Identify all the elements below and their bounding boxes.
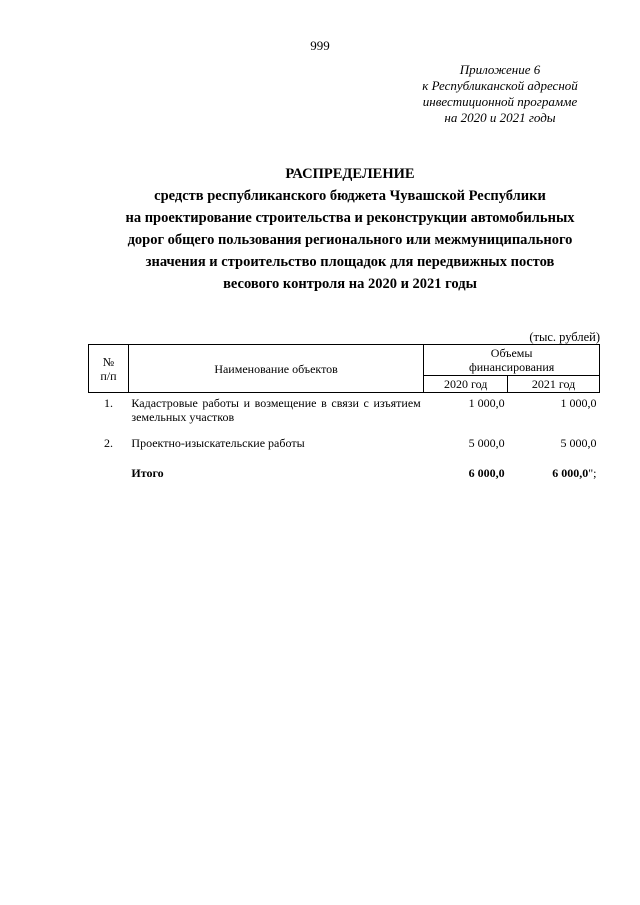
document-heading — [80, 163, 620, 295]
header-number — [89, 345, 129, 393]
header-year-2020: 2020 год — [424, 376, 508, 393]
header-number-sign: № — [102, 354, 115, 369]
header-number-abbr: п/п — [100, 368, 117, 383]
header-object-name: Наименование объектов — [128, 345, 423, 393]
table-row — [89, 393, 600, 427]
appendix-note — [400, 62, 600, 126]
heading-subtitle-line: дорог общего пользования регионального или межмуниципального — [127, 232, 573, 248]
row-value-2021: 1 000,0 — [560, 396, 597, 410]
appendix-line: инвестиционной программе — [422, 94, 578, 109]
total-value-2021-cell — [508, 452, 600, 480]
total-row — [89, 452, 600, 480]
heading-subtitle-line: средств республиканского бюджета Чувашской Республики — [154, 188, 546, 204]
row-value-2020: 1 000,0 — [468, 396, 505, 410]
heading-subtitle-line: весового контроля на 2020 и 2021 годы — [223, 276, 477, 292]
total-number-empty — [89, 452, 129, 480]
header-year-2021: 2021 год — [508, 376, 600, 393]
appendix-line: Приложение 6 — [459, 62, 541, 77]
row-value-2020: 5 000,0 — [468, 436, 505, 450]
units-label: (тыс. рублей) — [529, 330, 600, 344]
heading-subtitle-line: на проектирование строительства и реконструкции автомобильных — [125, 210, 575, 226]
row-number: 1. — [103, 396, 113, 410]
appendix-line: к Республиканской адресной — [422, 78, 578, 93]
appendix-line: на 2020 и 2021 годы — [444, 110, 556, 125]
row-object-name: Кадастровые работы и возмещение в связи с изъятием земельных участков — [131, 396, 421, 424]
heading-subtitle-line: значения и строительство площадок для передвижных постов — [145, 254, 555, 270]
financing-table — [88, 344, 600, 480]
row-value-2021: 5 000,0 — [560, 436, 597, 450]
header-volume-line2: финансирования — [468, 360, 555, 374]
header-volume-line1: Объемы — [490, 346, 533, 360]
total-value-2020: 6 000,0 — [468, 466, 505, 480]
page-number: 999 — [310, 38, 330, 53]
total-label: Итого — [131, 466, 164, 480]
header-financing-volume — [424, 345, 600, 376]
row-number: 2. — [103, 436, 113, 450]
total-value-2021: 6 000,0 — [552, 466, 589, 480]
closing-quote-suffix: "; — [588, 466, 597, 480]
heading-title: РАСПРЕДЕЛЕНИЕ — [285, 166, 415, 182]
row-object-name: Проектно-изыскательские работы — [131, 436, 305, 450]
table-row — [89, 426, 600, 452]
